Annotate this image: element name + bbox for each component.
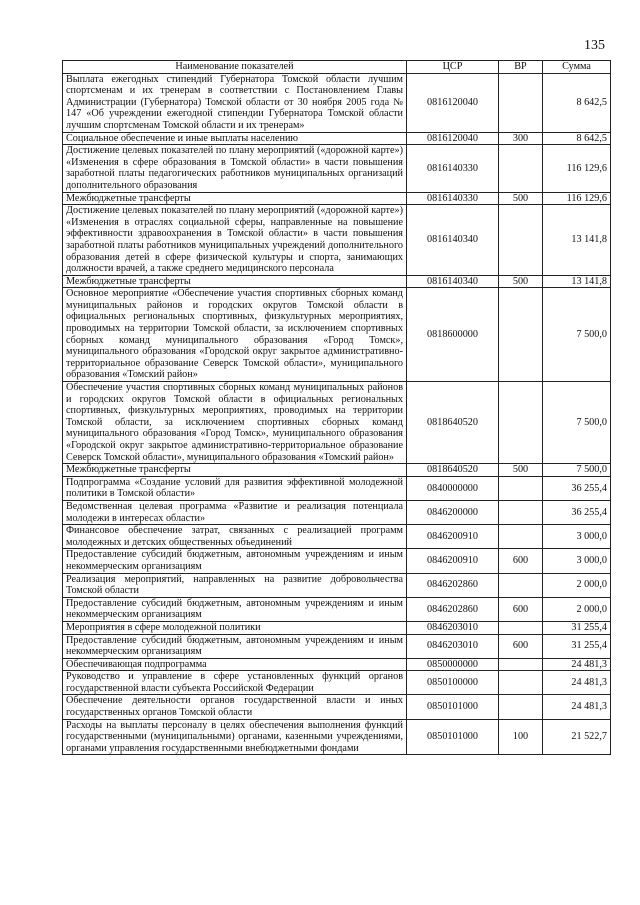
row-vr xyxy=(499,205,543,276)
row-vr xyxy=(499,145,543,192)
table-row xyxy=(63,132,611,145)
row-name: Межбюджетные трансферты xyxy=(63,275,407,288)
row-name: Финансовое обеспечение затрат, связанных с реализацией программ молодежных и детских общественных объединений xyxy=(63,525,407,549)
row-sum: 31 255,4 xyxy=(543,621,611,634)
table-row xyxy=(63,275,611,288)
row-sum: 8 642,5 xyxy=(543,132,611,145)
row-vr xyxy=(499,476,543,500)
row-vr xyxy=(499,658,543,671)
row-csr: 0850000000 xyxy=(407,658,499,671)
row-sum: 13 141,8 xyxy=(543,205,611,276)
header-vr: ВР xyxy=(499,61,543,74)
row-vr xyxy=(499,695,543,719)
row-name: Предоставление субсидий бюджетным, автономным учреждениям и иным некоммерческим организациям xyxy=(63,597,407,621)
row-name: Реализация мероприятий, направленных на развитие добровольчества Томской области xyxy=(63,573,407,597)
table-row xyxy=(63,621,611,634)
row-vr xyxy=(499,525,543,549)
row-name: Предоставление субсидий бюджетным, автономным учреждениям и иным некоммерческим организациям xyxy=(63,634,407,658)
row-csr: 0846202860 xyxy=(407,573,499,597)
row-vr xyxy=(499,382,543,464)
row-name: Расходы на выплаты персоналу в целях обеспечения выполнения функций государственными (муниципальными) органами, казенными учреждениями, органами управления государственными внебюджетными фондами xyxy=(63,719,407,755)
row-name: Обеспечение участия спортивных сборных команд муниципальных районов и городских округов Томской области в официальных региональных спортивных, физкультурных мероприятиях, проводимых на территории Томской области, за исключением спортивных сборных команд муниципального образования «Город Томск», муниципального образования «Городской округ закрытое административно-территориальное образование Северск Томской области», муниципального образования «Томский район» xyxy=(63,382,407,464)
row-csr: 0846203010 xyxy=(407,634,499,658)
row-vr xyxy=(499,73,543,132)
table-row xyxy=(63,145,611,192)
row-csr: 0816120040 xyxy=(407,73,499,132)
row-vr xyxy=(499,573,543,597)
table-row xyxy=(63,500,611,524)
table-row xyxy=(63,573,611,597)
header-sum: Сумма xyxy=(543,61,611,74)
row-vr: 500 xyxy=(499,192,543,205)
row-csr: 0818600000 xyxy=(407,288,499,382)
row-csr: 0850101000 xyxy=(407,695,499,719)
row-name: Межбюджетные трансферты xyxy=(63,192,407,205)
table-header-row xyxy=(63,61,611,74)
row-vr: 600 xyxy=(499,549,543,573)
row-sum: 3 000,0 xyxy=(543,525,611,549)
table-row xyxy=(63,205,611,276)
row-name: Подпрограмма «Создание условий для развития эффективной молодежной политики в Томской области» xyxy=(63,476,407,500)
row-sum: 116 129,6 xyxy=(543,145,611,192)
row-sum: 21 522,7 xyxy=(543,719,611,755)
budget-table xyxy=(62,60,611,755)
row-csr: 0846200910 xyxy=(407,549,499,573)
table-row xyxy=(63,549,611,573)
table-row xyxy=(63,382,611,464)
row-vr: 500 xyxy=(499,464,543,477)
page-number: 135 xyxy=(584,38,605,53)
row-csr: 0816140340 xyxy=(407,275,499,288)
row-sum: 24 481,3 xyxy=(543,695,611,719)
table-row xyxy=(63,719,611,755)
table-row xyxy=(63,464,611,477)
row-csr: 0816120040 xyxy=(407,132,499,145)
row-sum: 7 500,0 xyxy=(543,464,611,477)
row-sum: 36 255,4 xyxy=(543,500,611,524)
row-sum: 7 500,0 xyxy=(543,382,611,464)
row-csr: 0818640520 xyxy=(407,382,499,464)
table-row xyxy=(63,476,611,500)
row-name: Межбюджетные трансферты xyxy=(63,464,407,477)
table-row xyxy=(63,597,611,621)
row-csr: 0816140340 xyxy=(407,205,499,276)
table-row xyxy=(63,288,611,382)
table-row xyxy=(63,634,611,658)
row-name: Социальное обеспечение и иные выплаты населению xyxy=(63,132,407,145)
row-sum: 24 481,3 xyxy=(543,671,611,695)
row-sum: 7 500,0 xyxy=(543,288,611,382)
row-sum: 2 000,0 xyxy=(543,597,611,621)
row-vr xyxy=(499,288,543,382)
row-name: Предоставление субсидий бюджетным, автономным учреждениям и иным некоммерческим организациям xyxy=(63,549,407,573)
row-sum: 116 129,6 xyxy=(543,192,611,205)
table-row xyxy=(63,192,611,205)
row-name: Ведомственная целевая программа «Развитие и реализация потенциала молодежи в интересах области» xyxy=(63,500,407,524)
row-sum: 13 141,8 xyxy=(543,275,611,288)
row-csr: 0850100000 xyxy=(407,671,499,695)
row-name: Достижение целевых показателей по плану мероприятий («дорожной карте») «Изменения в отраслях социальной сферы, направленные на повышение эффективности здравоохранения в Томской области» в части повышения заработной платы работников муниципальных учреждений дополнительного образования детей в сфере физической культуры и спорта, занимающих должности врачей, а также среднего медицинского персонала xyxy=(63,205,407,276)
row-csr: 0850101000 xyxy=(407,719,499,755)
row-vr: 100 xyxy=(499,719,543,755)
row-sum: 31 255,4 xyxy=(543,634,611,658)
table-row xyxy=(63,525,611,549)
row-name: Основное мероприятие «Обеспечение участия спортивных сборных команд муниципальных районов и городских округов Томской области в официальных региональных спортивных, физкультурных мероприятиях, проводимых на территории Томской области, за исключением спортивных сборных команд муниципального образования «Город Томск», муниципального образования «Городской округ закрытое административно-территориальное образование Северск Томской области», муниципального образования «Томский район» xyxy=(63,288,407,382)
row-vr xyxy=(499,621,543,634)
row-name: Обеспечение деятельности органов государственной власти и иных государственных органов Томской области xyxy=(63,695,407,719)
row-sum: 8 642,5 xyxy=(543,73,611,132)
row-csr: 0840000000 xyxy=(407,476,499,500)
row-vr: 600 xyxy=(499,634,543,658)
row-sum: 24 481,3 xyxy=(543,658,611,671)
row-vr: 500 xyxy=(499,275,543,288)
table-row xyxy=(63,73,611,132)
row-csr: 0816140330 xyxy=(407,145,499,192)
row-csr: 0818640520 xyxy=(407,464,499,477)
row-name: Достижение целевых показателей по плану мероприятий («дорожной карте») «Изменения в сфере образования в Томской области» в части повышения заработной платы педагогических работников муниципальных организаций дополнительного образования xyxy=(63,145,407,192)
row-sum: 36 255,4 xyxy=(543,476,611,500)
row-vr: 600 xyxy=(499,597,543,621)
row-name: Обеспечивающая подпрограмма xyxy=(63,658,407,671)
row-vr xyxy=(499,500,543,524)
row-vr: 300 xyxy=(499,132,543,145)
row-name: Мероприятия в сфере молодежной политики xyxy=(63,621,407,634)
header-name: Наименование показателей xyxy=(63,61,407,74)
row-name: Руководство и управление в сфере установленных функций органов государственной власти субъекта Российской Федерации xyxy=(63,671,407,695)
row-vr xyxy=(499,671,543,695)
row-sum: 2 000,0 xyxy=(543,573,611,597)
header-csr: ЦСР xyxy=(407,61,499,74)
row-csr: 0846203010 xyxy=(407,621,499,634)
row-csr: 0816140330 xyxy=(407,192,499,205)
row-csr: 0846202860 xyxy=(407,597,499,621)
row-csr: 0846200910 xyxy=(407,525,499,549)
table-row xyxy=(63,695,611,719)
table-row xyxy=(63,658,611,671)
row-csr: 0846200000 xyxy=(407,500,499,524)
row-sum: 3 000,0 xyxy=(543,549,611,573)
row-name: Выплата ежегодных стипендий Губернатора Томской области лучшим спортсменам и их тренерам в соответствии с Постановлением Главы Администрации (Губернатора) Томской области от 30 ноября 2005 года № 147 «Об учреждении ежегодной стипендии Губернатора Томской области лучшим спортсменам Томской области и их тренерам» xyxy=(63,73,407,132)
table-row xyxy=(63,671,611,695)
